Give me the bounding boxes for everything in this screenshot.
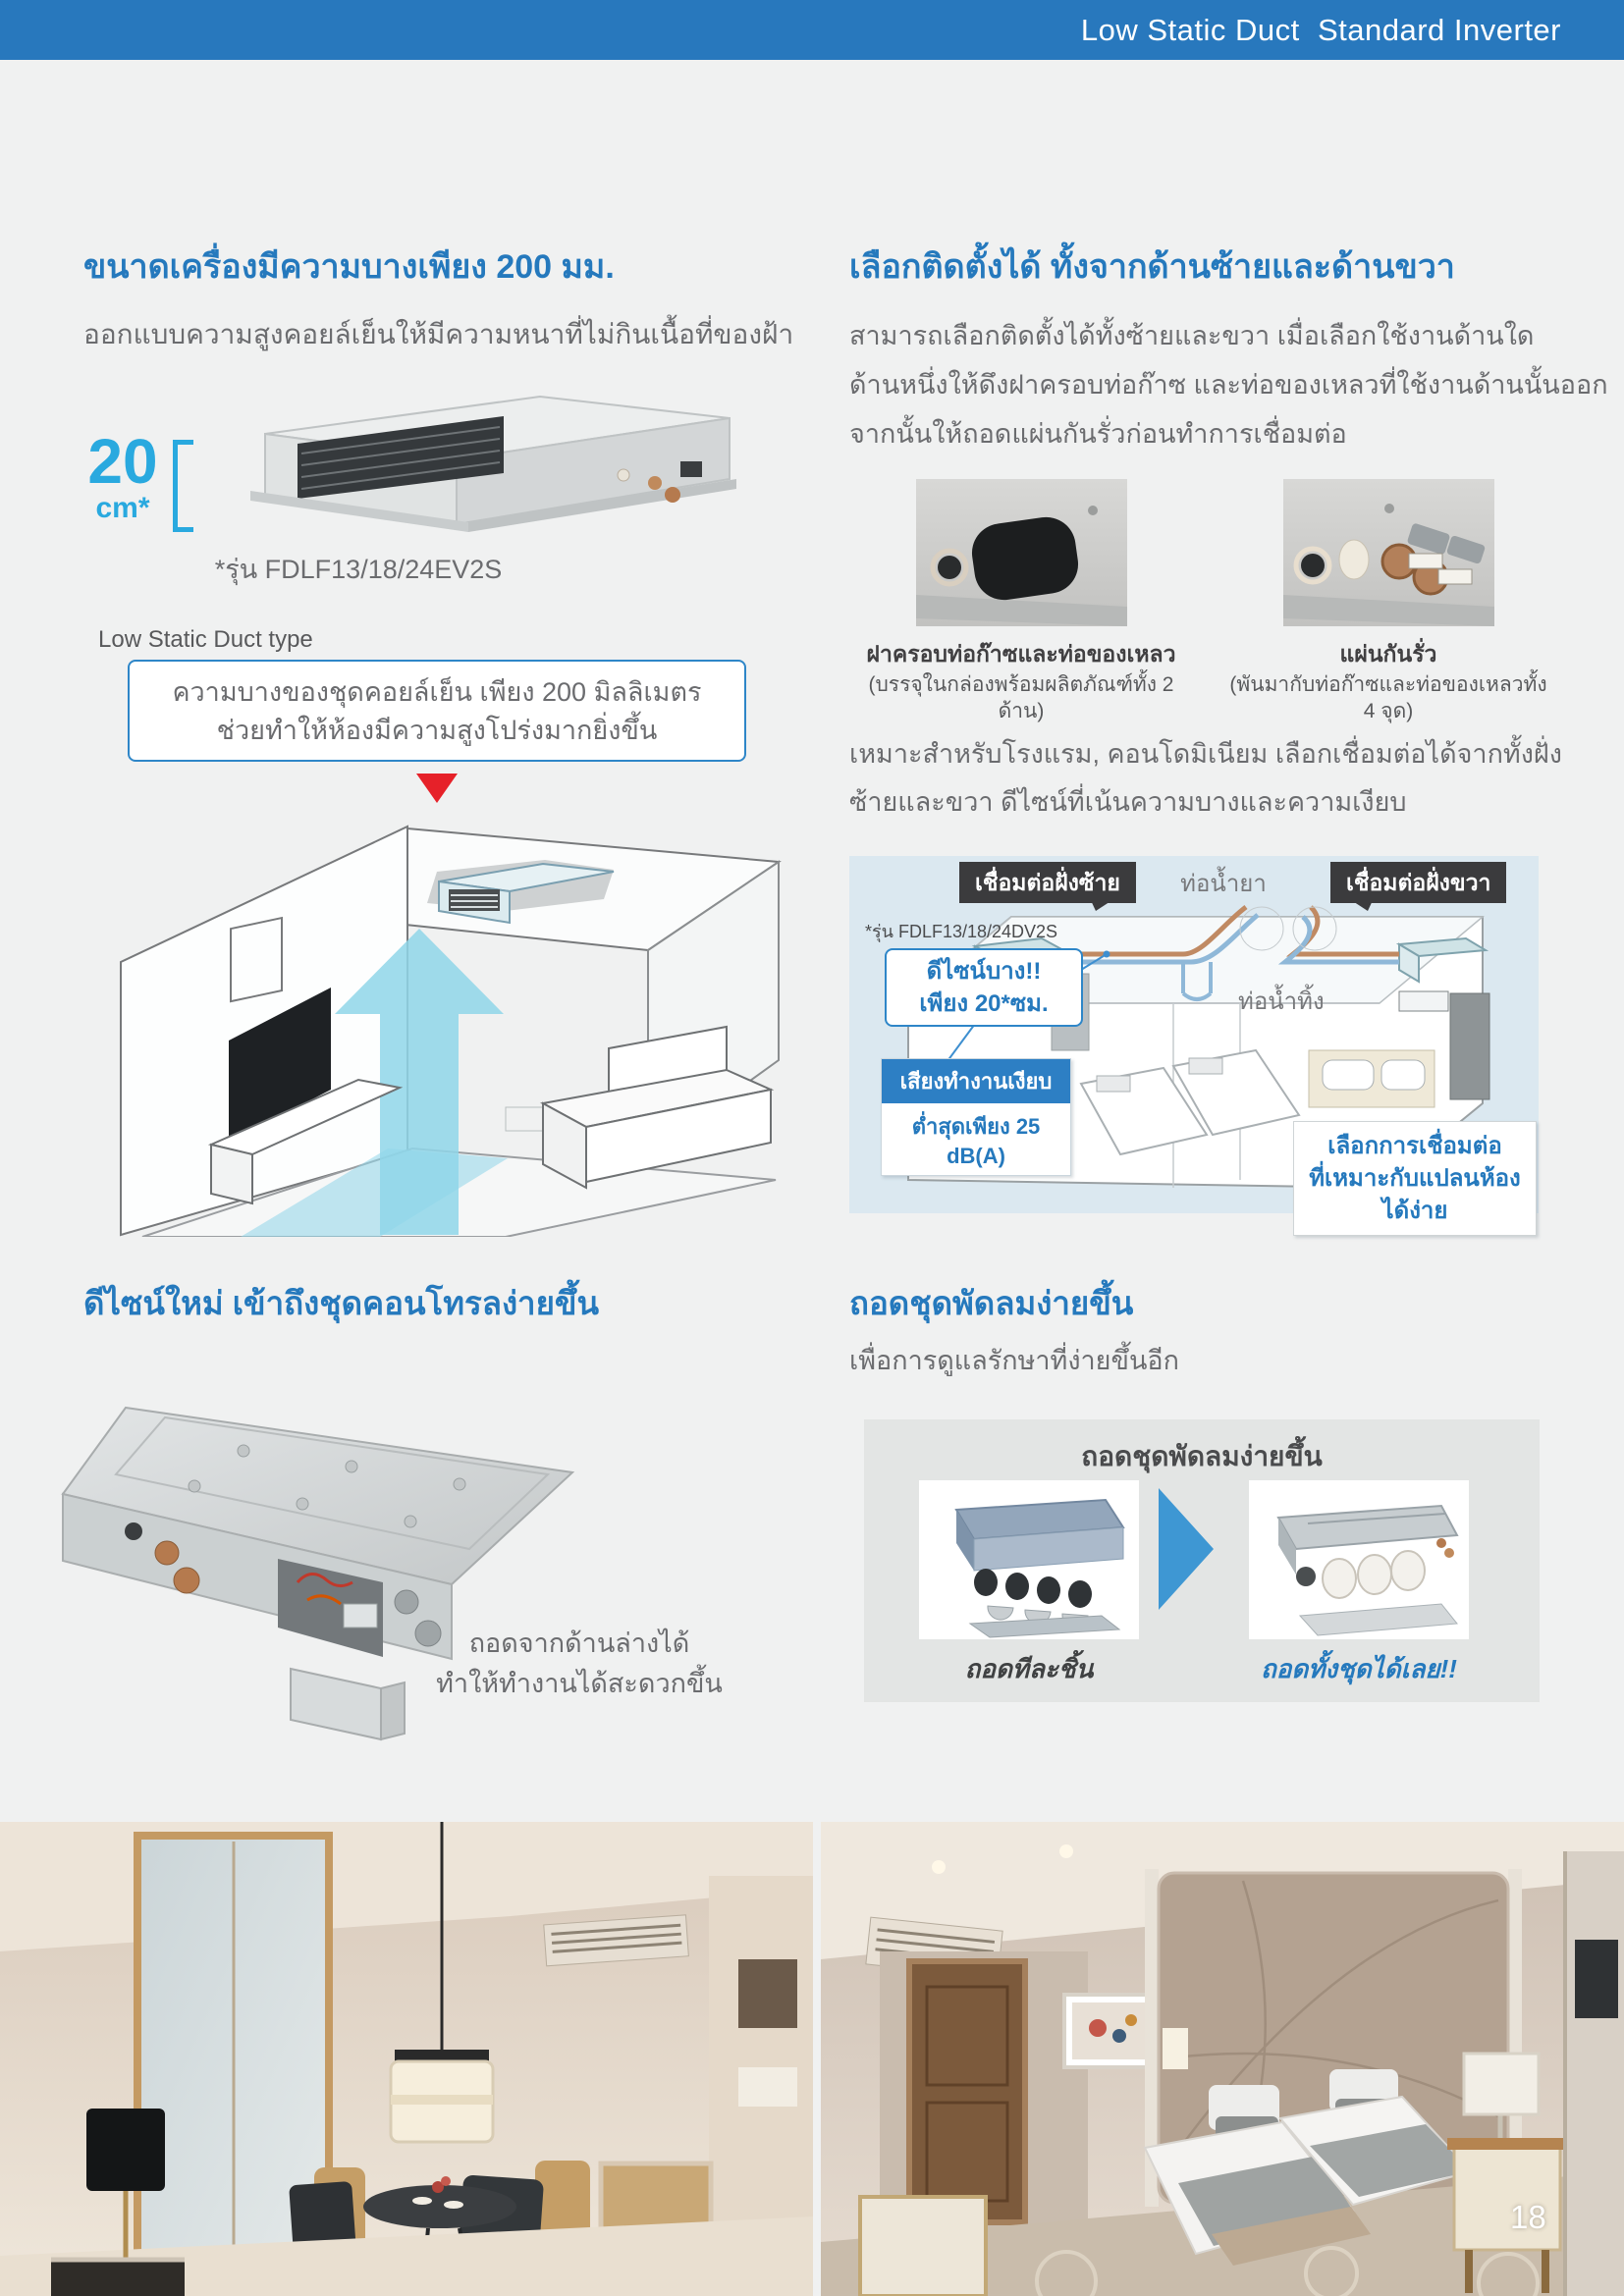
- quiet-value: ต่ำสุดเพียง 25 dB(A): [911, 1114, 1041, 1168]
- fan-panel-title: ถอดชุดพัดลมง่ายขึ้น: [1081, 1441, 1323, 1471]
- leak-guard-photo: [1283, 479, 1494, 626]
- body-line-1: สามารถเลือกติดตั้งได้ทั้งซ้ายและขวา เมื่อเลือกใช้งานด้านใด: [849, 321, 1535, 350]
- body2-line-1: เหมาะสำหรับโรงแรม, คอนโดมิเนียม เลือกเชื่อมต่อได้จากทั้งฝั่ง: [849, 739, 1562, 769]
- section-heading-slim-size: ขนาดเครื่องมีความบางเพียง 200 มม.: [83, 248, 615, 286]
- section-body-left-right: [849, 316, 1608, 463]
- model-note: *รุ่น FDLF13/18/24EV2S: [214, 555, 503, 584]
- fan-removal-panel: [864, 1419, 1540, 1702]
- hotel-suitability-text: [849, 734, 1562, 830]
- body2-line-2: ซ้ายและขวา ดีไซน์ที่เน้นความบางและความเงียบ: [849, 787, 1407, 817]
- duct-unit-photo: [211, 389, 736, 546]
- hotel-bedroom-photo: [821, 1822, 1624, 2296]
- caption-line-2: ทำให้ทำงานได้สะดวกขึ้น: [436, 1669, 723, 1698]
- pipe-cover-photo: [916, 479, 1127, 626]
- callout-line-1: ความบางของชุดคอยล์เย็น เพียง 200 มิลลิเมตร: [172, 677, 702, 707]
- down-arrow-icon: [416, 774, 458, 803]
- height-unit: cm*: [95, 491, 150, 524]
- left-connection-badge: เชื่อมต่อฝั่งซ้าย: [959, 862, 1136, 903]
- height-dimension: [81, 426, 165, 524]
- height-bracket-icon: [173, 440, 193, 532]
- leak-guard-title: แผ่นกันรั่ว: [1339, 641, 1437, 667]
- right-arrow-icon: [1159, 1488, 1214, 1610]
- pipe-cover-figure: [864, 479, 1178, 724]
- slim-design-box: [885, 948, 1083, 1027]
- drain-pipe-label: ท่อน้ำทิ้ง: [1238, 988, 1325, 1015]
- pipe-cover-title: ฝาครอบท่อก๊าซและท่อของเหลว: [866, 641, 1176, 667]
- connection-diagram-panel: [849, 856, 1539, 1224]
- pipe-cover-subtitle: (บรรจุในกล่องพร้อมผลิตภัณฑ์ทั้ง 2 ด้าน): [868, 672, 1174, 723]
- fan-removal-subheading: เพื่อการดูแลรักษาที่ง่ายขึ้นอีก: [849, 1346, 1179, 1375]
- caption-line-1: ถอดจากด้านล่างได้: [468, 1629, 690, 1658]
- section-heading-fan-removal: ถอดชุดพัดลมง่ายขึ้น: [849, 1285, 1134, 1321]
- choose-connection-box: [1293, 1121, 1537, 1236]
- body-line-2: ด้านหนึ่งให้ดึงฝาครอบท่อก๊าซ และท่อของเหลวที่ใช้งานด้านนั้นออก: [849, 370, 1608, 400]
- room-airflow-illustration: [83, 813, 805, 1237]
- hotel-dining-photo: [0, 1822, 813, 2296]
- section-body-slim-size: ออกแบบความสูงคอยล์เย็นให้มีความหนาที่ไม่กินเนื้อที่ของฝ้า: [83, 319, 794, 349]
- leak-guard-subtitle: (พันมากับท่อก๊าซและท่อของเหลวทั้ง 4 จุด): [1229, 672, 1547, 723]
- caption-piece-by-piece: ถอดทีละชิ้น: [964, 1654, 1094, 1683]
- right-connection-badge: เชื่อมต่อฝั่งขวา: [1330, 862, 1506, 903]
- leak-guard-figure: [1225, 479, 1551, 724]
- page-number: 18: [1510, 2199, 1546, 2235]
- page-title: Low Static Duct Standard Inverter: [1080, 13, 1561, 47]
- callout-line-2: ช่วยทำให้ห้องมีความสูงโปร่งมากยิ่งขึ้น: [216, 716, 658, 745]
- slim-line-2: เพียง 20*ซม.: [919, 990, 1049, 1017]
- height-value: 20: [87, 426, 158, 497]
- type-label: Low Static Duct type: [98, 626, 313, 653]
- diagram-model-note: *รุ่น FDLF13/18/24DV2S: [865, 922, 1058, 941]
- choose-line-2: ที่เหมาะกับแปลนห้องได้ง่าย: [1309, 1165, 1521, 1224]
- quiet-operation-box: [881, 1058, 1071, 1176]
- slim-callout-box: [128, 660, 746, 762]
- body-line-3: จากนั้นให้ถอดแผ่นกันรั่วก่อนทำการเชื่อมต่อ: [849, 419, 1347, 449]
- fan-removal-after-photo: [1249, 1480, 1469, 1639]
- header-bar: [0, 0, 1624, 60]
- section-heading-new-design: ดีไซน์ใหม่ เข้าถึงชุดคอนโทรลง่ายขึ้น: [83, 1285, 600, 1321]
- refrigerant-pipe-label: ท่อน้ำยา: [1180, 871, 1267, 897]
- choose-line-1: เลือกการเชื่อมต่อ: [1327, 1133, 1502, 1159]
- slim-line-1: ดีไซน์บาง!!: [926, 958, 1042, 985]
- fan-removal-before-photo: [919, 1480, 1139, 1639]
- caption-whole-set: ถอดทั้งชุดได้เลย!!: [1261, 1654, 1457, 1683]
- quiet-badge: เสียงทำงานเงียบ: [882, 1059, 1070, 1103]
- bottom-access-caption: [373, 1624, 785, 1704]
- section-heading-left-right: เลือกติดตั้งได้ ทั้งจากด้านซ้ายและด้านขวา: [849, 248, 1455, 286]
